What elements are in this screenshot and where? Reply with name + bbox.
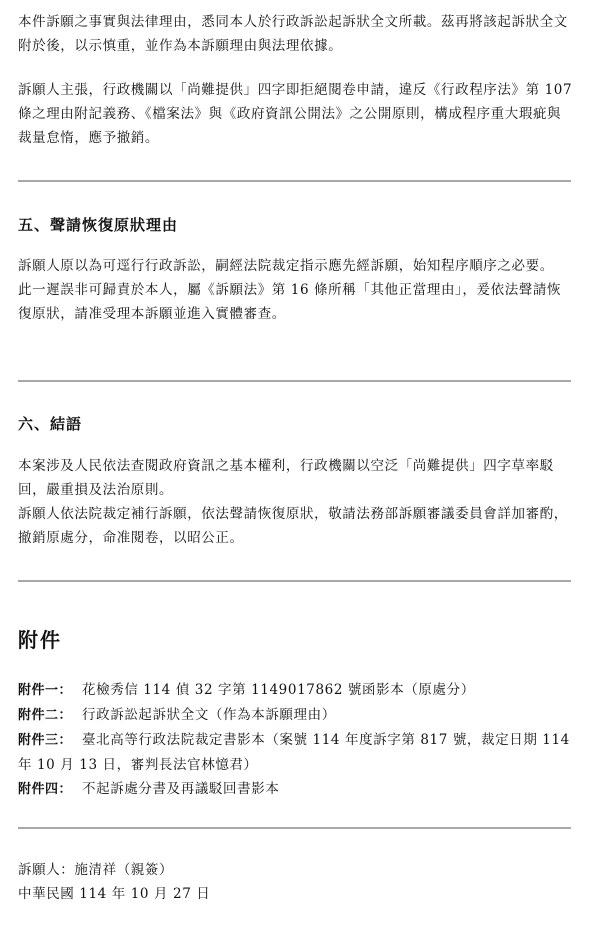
section-6-paragraph-1: 本案涉及人民依法查閱政府資訊之基本權利，行政機關以空泛「尚難提供」四字草率駁回，嚴重損及法治原則。 bbox=[18, 458, 554, 498]
signature-block bbox=[18, 858, 573, 906]
attachment-text: 花檢秀信 114 偵 32 字第 1149017862 號函影本（原處分） bbox=[82, 682, 475, 698]
section-6-heading: 六、結語 bbox=[18, 415, 83, 433]
section-5-heading: 五、聲請恢復原狀理由 bbox=[18, 216, 179, 234]
signature-date: 中華民國 114 年 10 月 27 日 bbox=[18, 886, 211, 902]
divider bbox=[18, 180, 571, 182]
divider bbox=[18, 580, 571, 582]
attachment-label: 附件一： bbox=[18, 683, 73, 698]
attachment-label: 附件三： bbox=[18, 733, 73, 748]
attachment-text: 行政訴訟起訴狀全文（作為本訴願理由） bbox=[82, 707, 336, 723]
intro-claim bbox=[18, 78, 573, 150]
attachment-text: 不起訴處分書及再議駁回書影本 bbox=[82, 781, 280, 797]
attachment-item-1 bbox=[18, 678, 573, 703]
attachments-heading: 附件 bbox=[18, 628, 62, 652]
intro-paragraph-2: 訴願人主張，行政機關以「尚難提供」四字即拒絕閱卷申請，違反《行政程序法》第 107 條之理由附記義務、《檔案法》與《政府資訊公開法》之公開原則，構成程序重大瑕疵與裁量怠惰，應予撤銷。 bbox=[18, 82, 573, 146]
attachment-item-4 bbox=[18, 777, 573, 802]
section-5-body bbox=[18, 254, 573, 326]
section-6-paragraph-2: 訴願人依法院裁定補行訴願，依法聲請恢復原狀，敬請法務部訴願審議委員會詳加審酌，撤銷原處分，命准閱卷，以昭公正。 bbox=[18, 506, 568, 546]
intro-section bbox=[18, 10, 573, 58]
attachment-label: 附件二： bbox=[18, 708, 73, 723]
section-6-body bbox=[18, 454, 573, 550]
section-5-paragraph-2: 此一遲誤非可歸責於本人，屬《訴願法》第 16 條所稱「其他正當理由」，爰依法聲請恢復原狀，請准受理本訴願並進入實體審查。 bbox=[18, 282, 562, 322]
intro-paragraph-1: 本件訴願之事實與法律理由，悉同本人於行政訴訟起訴狀全文所載。茲再將該起訴狀全文附於後，以示慎重，並作為本訴願理由與法理依據。 bbox=[18, 14, 568, 54]
divider bbox=[18, 380, 571, 382]
attachment-item-3 bbox=[18, 728, 573, 777]
attachment-text: 臺北高等行政法院裁定書影本（案號 114 年度訴字第 817 號，裁定日期 114 年 10 月 13 日，審判長法官林憶君） bbox=[18, 732, 570, 773]
petitioner-signature: 訴願人：施清祥（親簽） bbox=[18, 862, 174, 878]
attachment-item-2 bbox=[18, 703, 573, 728]
attachment-label: 附件四： bbox=[18, 782, 73, 797]
divider bbox=[18, 827, 571, 829]
attachments-list bbox=[18, 678, 573, 802]
section-5-paragraph-1: 訴願人原以為可逕行行政訴訟，嗣經法院裁定指示應先經訴願，始知程序順序之必要。 bbox=[18, 258, 554, 274]
